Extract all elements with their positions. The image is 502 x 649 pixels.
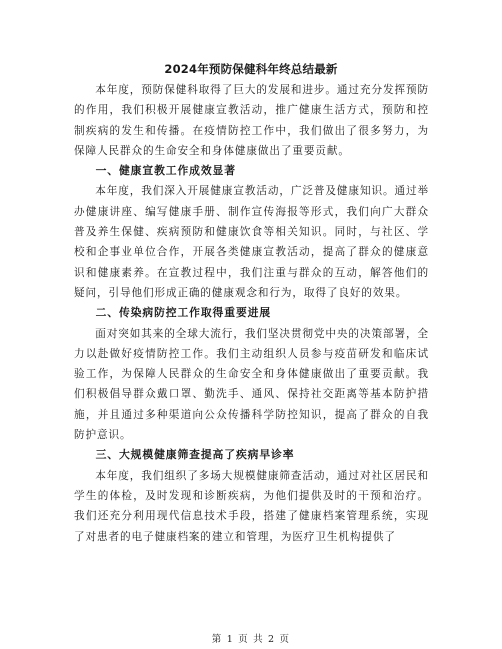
section-2-heading: 二、传染病防控工作取得重要进展 [95, 306, 272, 320]
page-number-footer: 第 1 页 共 2 页 [211, 634, 291, 645]
intro-paragraph: 本年度，预防保健科取得了巨大的发展和进步。通过充分发挥预防的作用，我们积极开展健康宣教活动，推广健康生活方式，预防和控制疾病的发生和传播。在疫情防控工作中，我们做出了很多努力，为保障人民群众的生命安全和身体健康做出了重要贡献。 [74, 84, 429, 157]
document-title: 2024年预防保健科年终总结最新 [164, 62, 338, 76]
document-body [74, 80, 429, 547]
section-2-paragraph: 面对突如其来的全球大流行，我们坚决贯彻党中央的决策部署，全力以赴做好疫情防控工作。我们主动组织人员参与疫苗研发和临床试验工作，为保障人民群众的生命安全和身体健康做出了重要贡献。我们积极倡导群众戴口罩、勤洗手、通风、保持社交距离等基本防护措施，并且通过多种渠道向公众传播科学防控知识，提高了群众的自我防护意识。 [74, 327, 429, 442]
section-1-paragraph: 本年度，我们深入开展健康宣教活动，广泛普及健康知识。通过举办健康讲座、编写健康手册、制作宣传海报等形式，我们向广大群众普及养生保健、疾病预防和健康饮食等相关知识。同时，与社区、学校和企事业单位合作，开展各类健康宣教活动，提高了群众的健康意识和健康素养。在宣教过程中，我们注重与群众的互动，解答他们的疑问，引导他们形成正确的健康观念和行为，取得了良好的效果。 [74, 185, 429, 299]
section-3-paragraph: 本年度，我们组织了多场大规模健康筛查活动，通过对社区居民和学生的体检，及时发现和诊断疾病，为他们提供及时的干预和治疗。我们还充分利用现代信息技术手段，搭建了健康档案管理系统，实现了对患者的电子健康档案的建立和管理，为医疗卫生机构提供了 [74, 469, 429, 543]
section-1-heading: 一、健康宣教工作成效显著 [95, 164, 236, 178]
section-3-heading: 三、大规模健康筛查提高了疾病早诊率 [95, 448, 295, 462]
